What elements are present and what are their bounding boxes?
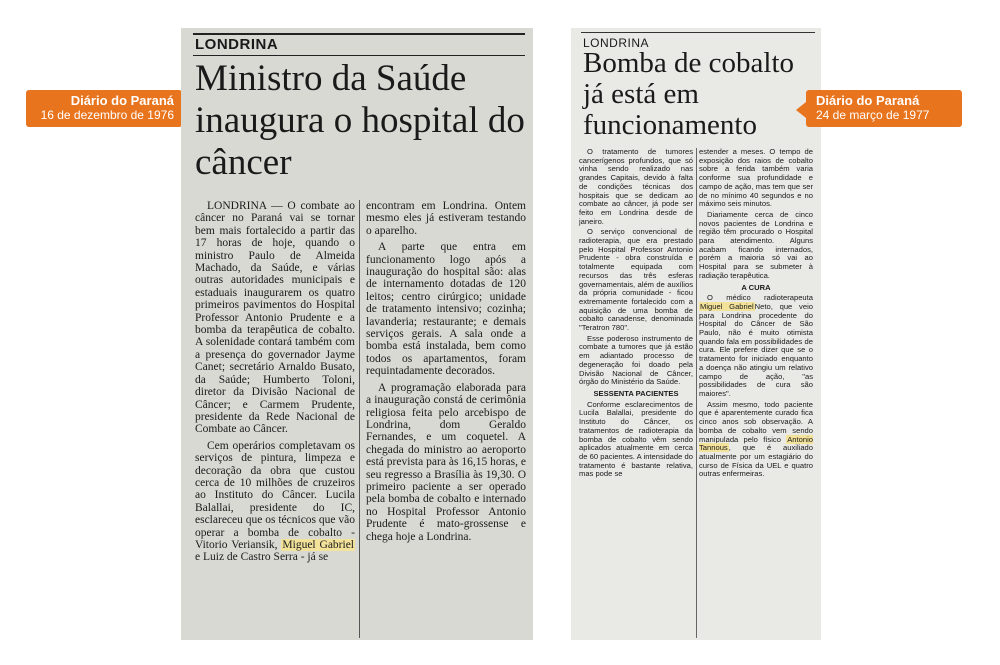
paragraph: Conforme esclarecimentos de Lucila Balallai, presidente do Instituto do Câncer, os tratamentos de radioterapia da bomba de cobalto vêm sendo aplicados atualmente em cerca de 60 pacientes. A intensidade do tratamento é bastante relativa, mas pode se <box>579 399 693 479</box>
paragraph: encontram em Londrina. Ontem mesmo eles já estiveram testando o aparelho. <box>366 200 526 237</box>
badge-date: 24 de março de 1977 <box>816 108 930 122</box>
left-date-badge <box>26 90 182 127</box>
headline: Bomba de cobalto já está em funcionamento <box>583 47 795 141</box>
paragraph <box>699 401 813 479</box>
top-rule <box>581 32 815 33</box>
badge-date: 16 de dezembro de 1976 <box>40 108 174 122</box>
paragraph: Esse poderoso instrumento de combate a tumores que já estão em adiantado processo de degeneração foi doado pela Divisão Nacional de Câncer, órgão do Ministério da Saúde. <box>579 333 693 387</box>
top-rule <box>193 33 525 35</box>
paragraph: O serviço convencional de radioterapia, que era prestado pelo Hospital Professor Antonio Prudente - obra construída e totalmente equipada com recursos das três esferas governamentais, além de auxílios da própria comunidade - ficou extremamente fortalecido com a aquisição de uma bomba de cobalto canadense, denominada "Teratron 780". <box>579 227 693 333</box>
article-column-1 <box>195 200 355 568</box>
headline: Ministro da Saúde inaugura o hospital do câncer <box>195 58 525 183</box>
paragraph: Diariamente cerca de cinco novos pacientes de Londrina e região têm procurado o Hospital para atendimento. Alguns acabam ficando internados, porém a maioria só vai ao Hospital para se submeter à radiação terapêutica. <box>699 209 813 280</box>
paragraph: A programação elaborada para a inauguração constá de cerimônia religiosa feita pelo arcebispo de Londrina, dom Geraldo Fernandes, e um coquetel. A chegada do ministro ao aeroporto está prevista para às 16,15 horas, e seu regresso a Brasília às 19,30. O primeiro paciente a ser operado pela bomba de cobalto e internado no Hospital Professor Antonio Prudente é mato-grossense e chega hoje a Londrina. <box>366 381 526 543</box>
column-divider <box>696 148 697 638</box>
subheading: A CURA <box>741 282 771 292</box>
highlighted-name: Miguel Gabriel <box>282 538 354 551</box>
newspaper-clipping-1977 <box>571 28 821 640</box>
paragraph <box>699 294 813 398</box>
paragraph-text: e Luiz de Castro Serra - já se <box>195 551 329 564</box>
badge-newspaper-name: Diário do Paraná <box>70 93 174 108</box>
column-divider <box>359 200 360 638</box>
highlighted-name: Miguel Gabriel <box>700 301 754 311</box>
right-date-badge <box>806 90 962 127</box>
kicker-rule <box>193 55 525 56</box>
paragraph-text: Neto, que veio para Londrina procedente do Hospital do Câncer de São Paulo, não é muito otimista quando fala em possibilidades de cura. Ele prefere dizer que se o tratamento for iniciado enquanto a doença não atingiu um relativo campo de ação, "as possibilidades de cura são maiores". <box>699 301 813 398</box>
article-column-2 <box>699 148 813 481</box>
badge-newspaper-name: Diário do Paraná <box>816 93 920 108</box>
article-column-2 <box>366 200 526 547</box>
section-kicker: LONDRINA <box>583 36 650 50</box>
paragraph <box>195 440 355 564</box>
paragraph-text: Assim mesmo, todo paciente que é aparentemente curado fica cinco anos sob observação. A bomba de cobalto vem sendo manipulada pelo físico <box>699 399 813 444</box>
paragraph-text: O médico radioterapeuta <box>707 293 813 303</box>
highlighted-name: Antonio Tannous <box>699 434 813 453</box>
paragraph: O tratamento de tumores cancerígenos profundos, que só vinha sendo realizado nas grandes Capitais, devido à falta de condições técnicas dos hospitais que se dedicam ao combate ao câncer, já pode ser feito em Londrina desde de janeiro. <box>579 147 693 226</box>
paragraph-text: , que é auxiliado atualmente por um estagiário do curso de Física da UEL e quatro outras enfermeiras. <box>699 443 813 479</box>
paragraph: A parte que entra em funcionamento logo após a inauguração do hospital são: alas de internamento dotadas de 120 leitos; centro cirúrgico; unidade de tratamento intensivo; cozinha; lavanderia; restaurante; e demais serviços gerais. A sala onde a bomba está instalada, bem como todos os apartamentos, foram requintadamente decorados. <box>366 241 526 378</box>
paragraph-text: Cem operários completavam os serviços de pintura, limpeza e decoração da obra que custou cerca de 10 milhões de cruzeiros ao Instituto do Câncer. Lucila Balallai, presidente do IC, esclareceu que os técnicos que vão operar a bomba de cobalto - Vitorio Veriansik, <box>195 439 355 551</box>
newspaper-clipping-1976 <box>181 28 533 640</box>
subheading: SESSENTA PACIENTES <box>593 388 679 398</box>
paragraph: estender a meses. O tempo de exposição dos raios de cobalto sobre a ferida também varia conforme sua profundidade e campo de ação, mas tem que ser de no mínimo 40 segundos e no máximo seis minutos. <box>699 147 813 209</box>
section-kicker: LONDRINA <box>195 36 279 53</box>
paragraph: LONDRINA — O combate ao câncer no Paraná vai se tornar bem mais fortalecido a partir das 17 horas de hoje, quando o ministro Paulo de Almeida Machado, da Saúde, e várias outras autoridades municipais e estaduais inaugurarem os quatro primeiros pavimentos do Hospital Professor Antonio Prudente e a bomba da terapêutica de cobalto. A solenidade contará também com a presença do governador Jayme Canet; secretário Arnaldo Busato, da Saúde; Humberto Toloni, diretor da Divisão Nacional de Câncer; e Carmem Prudente, presidente da Rede Nacional de Combate ao Câncer. <box>195 200 355 436</box>
article-column-1 <box>579 148 693 481</box>
